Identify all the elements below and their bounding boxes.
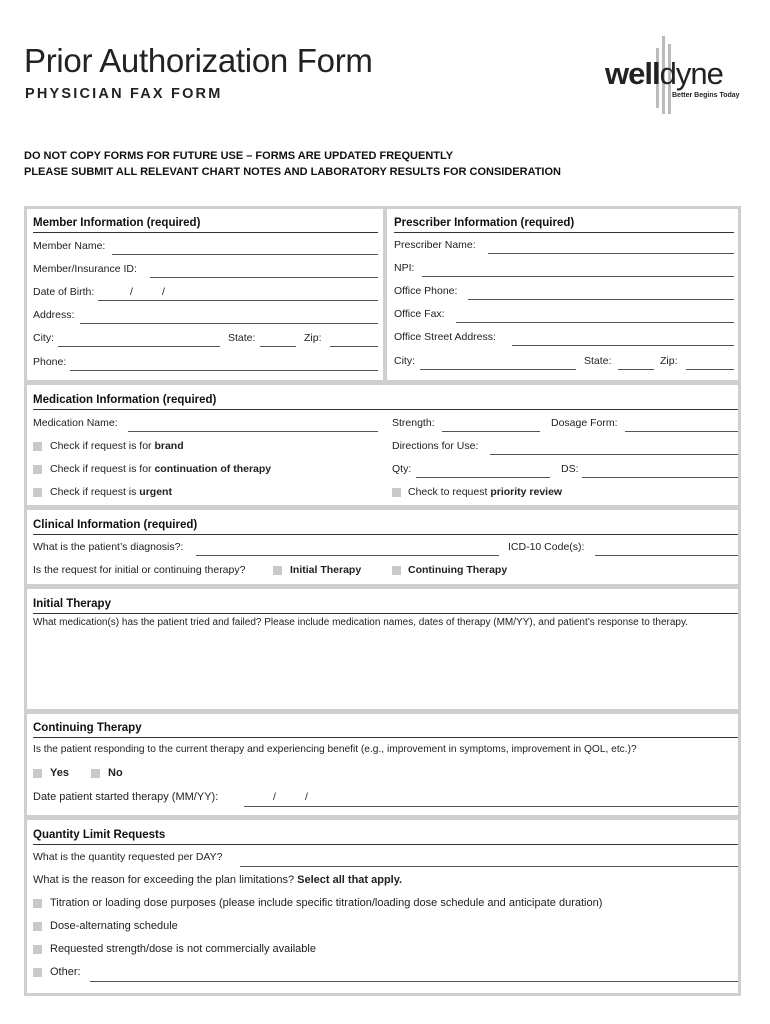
medication-name-label: Medication Name: [33, 417, 118, 429]
initial-therapy-option: Initial Therapy [290, 564, 362, 576]
initial-therapy-response-area[interactable] [33, 633, 738, 705]
prescriber-section-heading: Prescriber Information (required) [394, 217, 575, 229]
ds-field[interactable] [582, 477, 738, 478]
prescriber-name-label: Prescriber Name: [394, 239, 476, 251]
ds-label: DS: [561, 463, 579, 475]
continuing-therapy-checkbox[interactable] [392, 566, 401, 575]
member-zip-field[interactable] [330, 346, 378, 347]
notice-line-2: PLEASE SUBMIT ALL RELEVANT CHART NOTES AND LABORATORY RESULTS FOR CONSIDERATION [24, 166, 561, 178]
initial-therapy-question: What medication(s) has the patient tried and failed? Please include medication names, dates of therapy (MM/YY), and patient’s response to therapy. [33, 617, 688, 628]
dosage-form-field[interactable] [625, 431, 738, 432]
continuation-option-label: Check if request is for continuation of therapy [50, 463, 272, 475]
initial-therapy-checkbox[interactable] [273, 566, 282, 575]
logo-tagline: Better Begins Today [672, 92, 740, 99]
medication-section-heading: Medication Information (required) [33, 394, 217, 406]
icd-label: ICD-10 Code(s): [508, 541, 585, 553]
other-field[interactable] [90, 981, 738, 982]
dose-alternating-checkbox[interactable] [33, 922, 42, 931]
dosage-form-label: Dosage Form: [551, 417, 618, 429]
npi-label: NPI: [394, 262, 415, 274]
brand-option-label: Check if request is for brand [50, 440, 184, 452]
section-divider [24, 380, 741, 385]
office-street-label: Office Street Address: [394, 331, 496, 343]
address-label: Address: [33, 309, 75, 321]
office-fax-label: Office Fax: [394, 308, 445, 320]
strength-unavailable-checkbox[interactable] [33, 945, 42, 954]
clinical-section-heading: Clinical Information (required) [33, 519, 198, 531]
dob-label: Date of Birth: [33, 286, 95, 298]
continuing-therapy-question: Is the patient responding to the current therapy and experiencing benefit (e.g., improvement in symptoms, improvement in QOL, etc.)? [33, 744, 637, 755]
titration-checkbox[interactable] [33, 899, 42, 908]
therapy-question-label: Is the request for initial or continuing therapy? [33, 564, 246, 576]
strength-unavailable-option: Requested strength/dose is not commercially available [50, 943, 316, 955]
qty-label: Qty: [392, 463, 412, 475]
medication-name-field[interactable] [128, 431, 378, 432]
diagnosis-label: What is the patient’s diagnosis?: [33, 541, 184, 553]
other-option: Other: [50, 966, 81, 978]
reason-question: What is the reason for exceeding the plan limitations? Select all that apply. [33, 874, 403, 886]
form-subtitle: PHYSICIAN FAX FORM [25, 86, 223, 102]
member-phone-field[interactable] [70, 370, 378, 371]
member-state-label: State: [228, 332, 256, 344]
quantity-section-heading: Quantity Limit Requests [33, 829, 166, 841]
yes-checkbox[interactable] [33, 769, 42, 778]
prescriber-zip-field[interactable] [686, 369, 734, 370]
address-field[interactable] [80, 323, 378, 324]
notice-line-1: DO NOT COPY FORMS FOR FUTURE USE – FORMS ARE UPDATED FREQUENTLY [24, 150, 454, 162]
dose-alternating-option: Dose-alternating schedule [50, 920, 178, 932]
column-divider [383, 207, 387, 382]
prescriber-zip-label: Zip: [660, 355, 678, 367]
priority-option-label: Check to request priority review [408, 486, 563, 498]
continuing-therapy-heading: Continuing Therapy [33, 722, 142, 734]
continuation-checkbox[interactable] [33, 465, 42, 474]
quantity-per-day-label: What is the quantity requested per DAY? [33, 851, 223, 863]
npi-field[interactable] [422, 276, 734, 277]
member-id-field[interactable] [150, 277, 378, 278]
brand-checkbox[interactable] [33, 442, 42, 451]
other-checkbox[interactable] [33, 968, 42, 977]
yes-option: Yes [50, 767, 69, 779]
member-state-field[interactable] [260, 346, 296, 347]
date-started-label: Date patient started therapy (MM/YY): [33, 791, 219, 803]
priority-review-checkbox[interactable] [392, 488, 401, 497]
prescriber-name-field[interactable] [488, 253, 734, 254]
section-divider [24, 505, 741, 510]
no-checkbox[interactable] [91, 769, 100, 778]
directions-label: Directions for Use: [392, 440, 479, 452]
welldyne-logo [605, 36, 750, 114]
form-title: Prior Authorization Form [24, 42, 373, 79]
dob-field[interactable] [98, 300, 378, 301]
member-city-field[interactable] [58, 346, 220, 347]
section-divider [24, 584, 741, 589]
prescriber-city-field[interactable] [420, 369, 576, 370]
section-divider [24, 709, 741, 714]
strength-field[interactable] [442, 431, 540, 432]
strength-label: Strength: [392, 417, 435, 429]
member-id-label: Member/Insurance ID: [33, 263, 137, 275]
logo-wordmark: welldyne [605, 56, 723, 91]
quantity-per-day-field[interactable] [240, 866, 738, 867]
member-city-label: City: [33, 332, 54, 344]
prescriber-state-label: State: [584, 355, 612, 367]
qty-field[interactable] [416, 477, 550, 478]
member-name-field[interactable] [112, 254, 378, 255]
prescriber-city-label: City: [394, 355, 415, 367]
office-fax-field[interactable] [456, 322, 734, 323]
continuing-therapy-option: Continuing Therapy [408, 564, 508, 576]
member-name-label: Member Name: [33, 240, 106, 252]
titration-option: Titration or loading dose purposes (please include specific titration/loading dose schedule and anticipate duration) [50, 897, 603, 909]
initial-therapy-heading: Initial Therapy [33, 598, 111, 610]
member-section-heading: Member Information (required) [33, 217, 201, 229]
urgent-option-label: Check if request is urgent [50, 486, 172, 498]
directions-field[interactable] [490, 454, 738, 455]
office-phone-label: Office Phone: [394, 285, 458, 297]
urgent-checkbox[interactable] [33, 488, 42, 497]
member-phone-label: Phone: [33, 356, 67, 368]
diagnosis-field[interactable] [196, 555, 499, 556]
office-phone-field[interactable] [468, 299, 734, 300]
no-option: No [108, 767, 123, 779]
icd-field[interactable] [595, 555, 738, 556]
prescriber-state-field[interactable] [618, 369, 654, 370]
office-street-field[interactable] [512, 345, 734, 346]
member-zip-label: Zip: [304, 332, 322, 344]
date-started-field[interactable] [244, 806, 738, 807]
section-divider [24, 815, 741, 820]
